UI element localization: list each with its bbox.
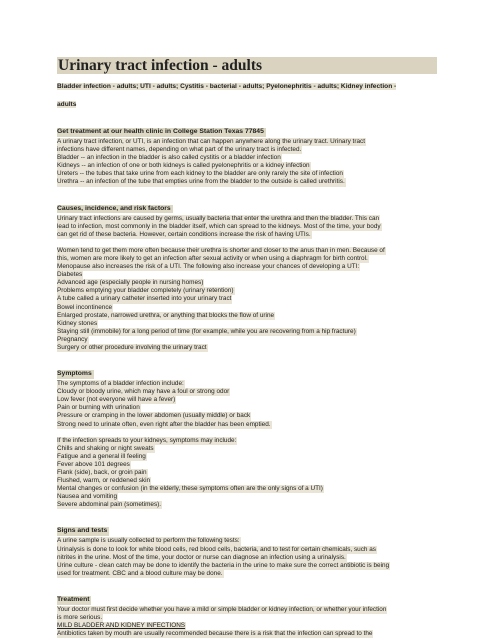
text-line: Low fever (not everyone will have a fever) <box>57 396 176 404</box>
text-line: Kidneys -- an infection of one or both kidneys is called pyelonephritis or a kidney infection <box>57 162 310 170</box>
text-line: Cloudy or bloody urine, which may have a foul or strong odor <box>57 388 230 396</box>
section-heading: Causes, incidence, and risk factors <box>57 204 171 212</box>
text-line: can get rid of these bacteria. However, certain conditions increase the risk of having UTIs. <box>57 230 311 238</box>
text-line: Ureters -- the tubes that take urine from each kidney to the bladder are only rarely the site of infection <box>57 170 343 178</box>
text-line: Women tend to get them more often because their urethra is shorter and closer to the anus than in men. Because of <box>57 246 385 254</box>
text-line: Nausea and vomiting <box>57 493 118 501</box>
text-line: Pregnancy <box>57 335 88 343</box>
aliases <box>57 75 437 111</box>
section-heading: Treatment <box>57 595 90 603</box>
text-line: Urinalysis is done to look for white blood cells, red blood cells, bacteria, and to test for certain chemicals, such as <box>57 545 376 553</box>
aliases-line: Bladder infection - adults; UTI - adults; Cystitis - bacterial - adults; Pyelonephritis - adults; Kidney infection - <box>57 83 397 90</box>
paragraph <box>57 380 437 429</box>
section <box>57 588 437 638</box>
text-line: Pressure or cramping in the lower abdomen (usually middle) or back <box>57 412 251 420</box>
text-line: Pain or burning with urination <box>57 404 140 412</box>
text-line: Problems emptying your bladder completely (urinary retention) <box>57 287 234 295</box>
subsection-link[interactable]: MILD BLADDER AND KIDNEY INFECTIONS <box>57 622 186 630</box>
text-line: A urinary tract infection, or UTI, is an infection that can happen anywhere along the urinary tract. Urinary tract <box>57 138 365 145</box>
section-heading: Get treatment at our health clinic in College Station Texas 77845 <box>57 128 264 135</box>
section-heading: Symptoms <box>57 370 92 378</box>
paragraph <box>57 247 437 352</box>
text-line: nitrites in the urine. Most of the time, your doctor or nurse can diagnose an infection using a urinalysis. <box>57 553 346 561</box>
paragraph-gap <box>57 429 437 437</box>
text-line: is more serious. <box>57 614 103 622</box>
text-line: Urethra -- an infection of the tube that empties urine from the bladder to the outside is called urethritis. <box>57 178 345 186</box>
text-line: lead to infection, most commonly in the bladder itself, which can spread to the kidneys. Most of the time, your body <box>57 222 381 230</box>
text-line: A urine sample is usually collected to perform the following tests: <box>57 537 240 545</box>
section <box>57 120 437 187</box>
text-line: Enlarged prostate, narrowed urethra, or anything that blocks the flow of urine <box>57 311 275 319</box>
paragraph <box>57 138 437 187</box>
text-line: Surgery or other procedure involving the urinary tract <box>57 343 207 351</box>
section <box>57 519 437 577</box>
section <box>57 362 437 509</box>
text-line: used for treatment. CBC and a blood culture may be done. <box>57 569 223 577</box>
text-line: Flushed, warm, or reddened skin <box>57 477 151 485</box>
text-line: Flank (side), back, or groin pain <box>57 469 147 476</box>
section-heading: Signs and tests <box>57 527 108 535</box>
text-line: Bladder -- an infection in the bladder is also called cystitis or a bladder infection <box>57 154 281 162</box>
aliases-line: adults <box>57 101 77 108</box>
text-line: infections have different names, depending on what part of the urinary tract is infected. <box>57 146 302 154</box>
text-line: this, women are more likely to get an infection after sexual activity or when using a diaphragm for birth control. <box>57 254 368 262</box>
text-line: The symptoms of a bladder infection include: <box>57 380 184 388</box>
text-line: Urine culture - clean catch may be done to identify the bacteria in the urine to make sure the correct antibiotic is being <box>57 561 390 569</box>
paragraph <box>57 437 437 510</box>
paragraph-gap <box>57 239 437 247</box>
document-content <box>57 57 437 638</box>
text-line: Diabetes <box>57 271 83 279</box>
page-title: Urinary tract infection - adults <box>57 57 437 74</box>
text-line: If the infection spreads to your kidneys, symptoms may include: <box>57 436 237 444</box>
text-line: Fever above 101 degrees <box>57 460 130 468</box>
text-line: Fatigue and a general ill feeling <box>57 452 146 460</box>
text-line: Staying still (immobile) for a long period of time (for example, while you are recovering from a hip fracture) <box>57 327 356 335</box>
text-line: Advanced age (especially people in nursing homes) <box>57 279 204 287</box>
text-line: Chills and shaking or night sweats <box>57 444 154 452</box>
text-line: Mental changes or confusion (in the elderly, these symptoms often are the only signs of a UTI) <box>57 485 323 493</box>
text-line: Your doctor must first decide whether you have a mild or simple bladder or kidney infection, or whether your infection <box>57 605 387 613</box>
text-line: Severe abdominal pain (sometimes). <box>57 501 162 509</box>
paragraph <box>57 215 437 239</box>
text-line: Kidney stones <box>57 319 98 327</box>
paragraph <box>57 537 437 577</box>
sections-container <box>57 120 437 638</box>
text-line: A tube called a urinary catheter inserted into your urinary tract <box>57 295 232 303</box>
text-line: Strong need to urinate often, even right after the bladder has been emptied. <box>57 420 271 428</box>
text-line: Urinary tract infections are caused by germs, usually bacteria that enter the urethra and then the bladder. This can <box>57 214 380 222</box>
text-line: Menopause also increases the risk of a UTI. The following also increase your chances of developing a UTI: <box>57 263 360 271</box>
text-line: Bowel incontinence <box>57 303 113 311</box>
section <box>57 197 437 353</box>
text-line: Antibiotics taken by mouth are usually recommended because there is a risk that the infection can spread to the <box>57 630 373 638</box>
paragraph <box>57 606 437 638</box>
